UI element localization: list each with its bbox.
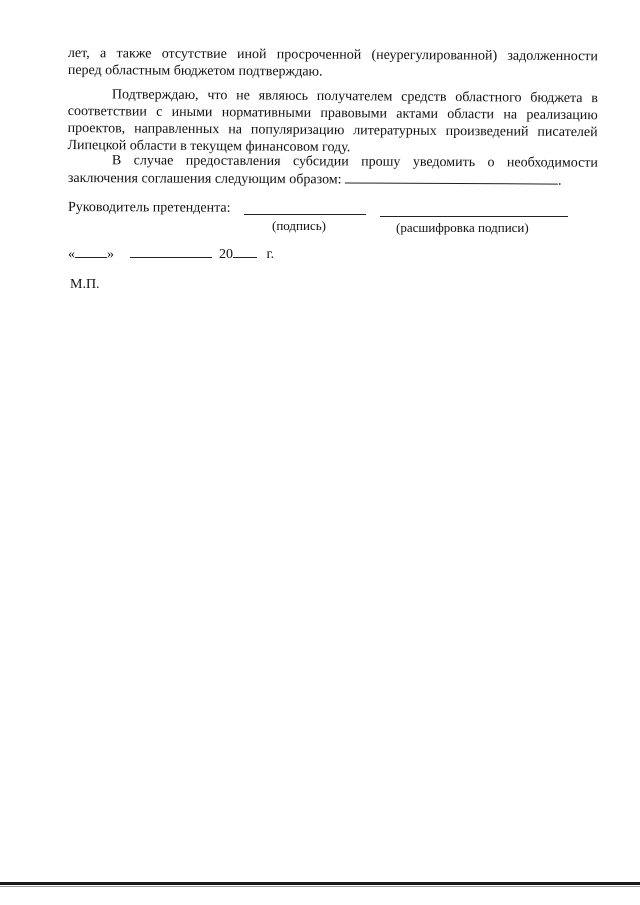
year-prefix: 20 [219,247,233,262]
paragraph-notification-method [68,152,598,190]
paragraph-line: лет, а также отсутствие иной просроченной (неурегулированной) задолженности [67,45,598,65]
paragraph-line-text: заключения соглашения следующим образом: [67,170,342,188]
paragraph-line: В случае предоставления субсидии прошу уведомить о необходимости [111,153,598,171]
signature-decoding-blank [380,216,568,217]
day-blank [75,245,107,258]
stamp-place-label: М.П. [70,277,100,292]
date-open-quote: « [68,247,75,262]
paragraph-not-recipient [67,86,598,158]
signature-label: Руководитель претендента: [67,199,231,216]
signature-decoding-caption: (расшифровка подписи) [396,220,529,235]
paragraph-line [68,169,598,190]
paragraph-line-end: . [558,173,562,189]
date-field [68,245,274,263]
page-bottom-edge-shadow [0,886,640,887]
paragraph-line: перед областным бюджетом подтверждаю. [67,62,323,80]
signature-caption: (подпись) [272,218,326,233]
notification-method-blank [345,170,558,184]
paragraph-line: Подтверждаю, что не являюсь получателем средств областного бюджета в [111,87,598,107]
date-close-quote: » [107,247,114,262]
month-blank [130,245,212,258]
paragraph-debt-confirmation [68,45,598,82]
year-suffix: г. [266,247,275,262]
paragraph-line: Липецкой области в текущем финансовом году. [67,137,351,156]
paragraph-line: проектов, направленных на популяризацию литературных произведений писателей [67,120,598,141]
page-bottom-edge [0,882,640,885]
paragraph-line: соответствии с иными нормативными правовыми актами области на реализацию [67,103,598,124]
year-blank [233,245,257,258]
signature-blank [244,214,366,215]
